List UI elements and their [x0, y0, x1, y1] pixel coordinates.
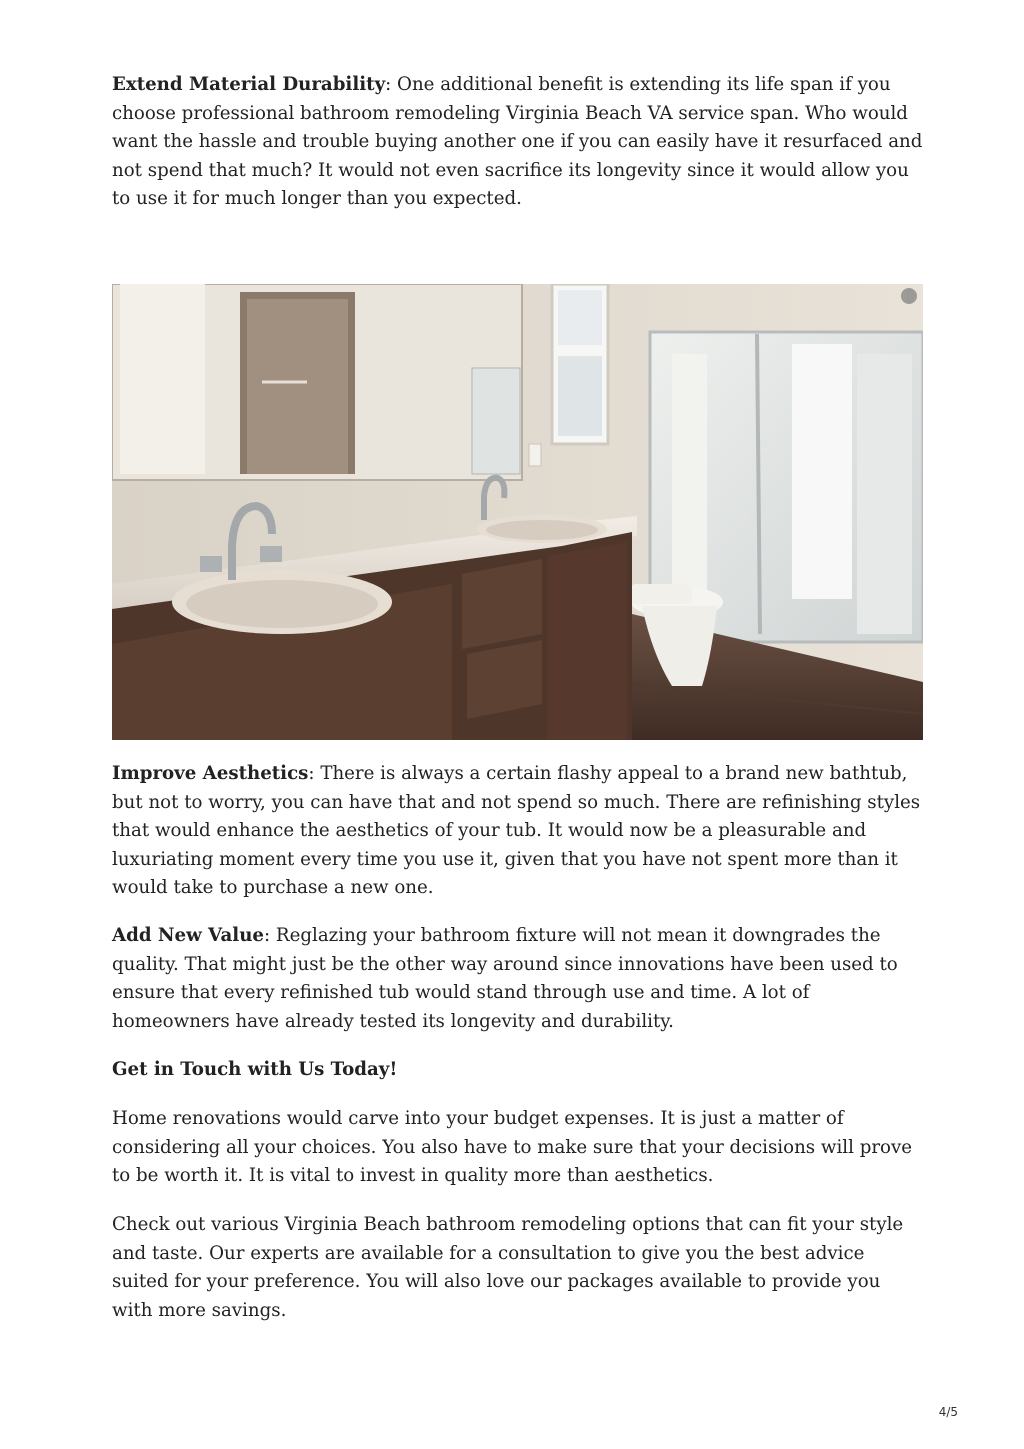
- aesthetics-heading: Improve Aesthetics: [112, 763, 309, 784]
- renovations-paragraph: Home renovations would carve into your budget expenses. It is just a matter of considering all your choices. You also have to make sure that your decisions will prove to be worth it. It is vital to invest in quality more than aesthetics.: [112, 1108, 913, 1186]
- contact-heading: [112, 1056, 924, 1085]
- options-paragraph: Check out various Virginia Beach bathroom remodeling options that can fit your style and taste. Our experts are available for a consultation to give you the best advice suited for your preference. You will also love our packages available to provide you with more savings.: [112, 1214, 904, 1321]
- aesthetics-paragraph: [112, 760, 924, 903]
- bathroom-photo: [112, 284, 923, 740]
- value-text: : Reglazing your bathroom fixture will not mean it downgrades the quality. That might just be the other way around since innovations have been used to ensure that every refinished tub would stand through use and time. A lot of homeowners have already tested its longevity and durability.: [112, 925, 898, 1032]
- value-heading: Add New Value: [112, 925, 264, 946]
- contact-heading-text: Get in Touch with Us Today!: [112, 1059, 398, 1080]
- aesthetics-text: : There is always a certain flashy appeal to a brand new bathtub, but not to worry, you can have that and not spend so much. There are refinishing styles that would enhance the aesthetics of your tub. It would now be a pleasurable and luxuriating moment every time you use it, given that you have not spent more than it would take to purchase a new one.: [112, 763, 921, 898]
- durability-heading: Extend Material Durability: [112, 74, 386, 95]
- durability-paragraph: [112, 71, 924, 214]
- durability-text: : One additional benefit is extending its life span if you choose professional bathroom remodeling Virginia Beach VA service span. Who would want the hassle and trouble buying another one if you can easily have it resurfaced and not spend that much? It would not even sacrifice its longevity since it would allow you to use it for much longer than you expected.: [112, 74, 923, 209]
- value-paragraph: [112, 922, 924, 1036]
- page-number: 4/5: [938, 1405, 958, 1419]
